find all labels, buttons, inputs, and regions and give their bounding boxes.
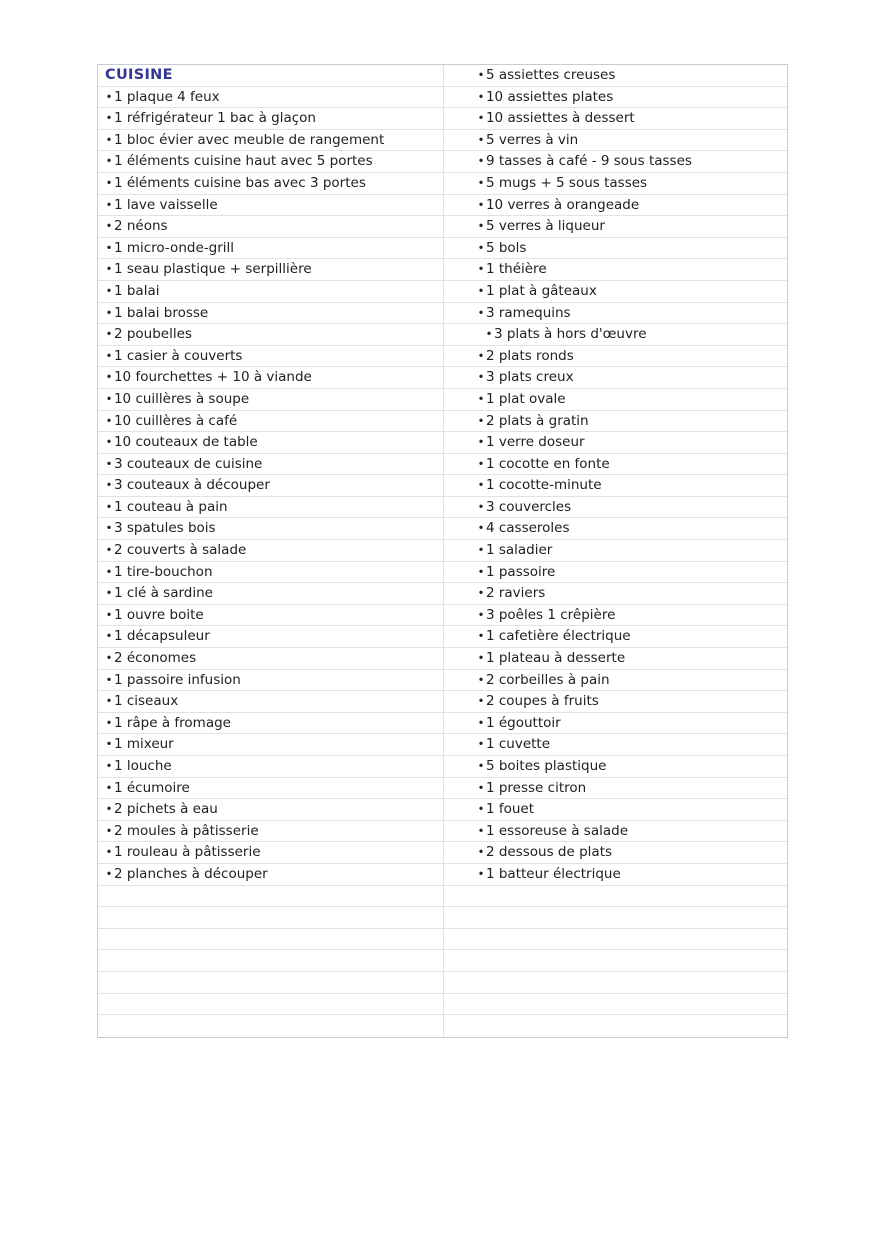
list-item-label: 1 tire-bouchon	[113, 563, 213, 580]
table-cell-right	[444, 65, 787, 86]
table-cell-left	[98, 562, 444, 583]
bullet-icon: •	[477, 824, 485, 838]
list-item-label: 1 couteau à pain	[113, 498, 228, 515]
bullet-icon: •	[105, 867, 113, 881]
bullet-icon: •	[477, 197, 485, 212]
bullet-icon: •	[477, 392, 485, 406]
list-item-label: 1 plat à gâteaux	[485, 282, 597, 299]
bullet-icon: •	[105, 737, 113, 752]
table-row	[98, 583, 787, 605]
bullet-icon: •	[477, 219, 485, 233]
bullet-icon: •	[105, 219, 113, 233]
table-cell-right	[444, 907, 787, 928]
table-cell-right	[444, 454, 787, 475]
table-cell-left	[98, 411, 444, 432]
table-cell-left	[98, 691, 444, 712]
table-cell-left	[98, 972, 444, 993]
list-item-label: 5 bols	[485, 239, 527, 256]
table-row	[98, 713, 787, 735]
list-item-label: 1 décapsuleur	[113, 628, 210, 645]
table-cell-left	[98, 303, 444, 324]
bullet-icon: •	[105, 651, 113, 665]
table-cell-right	[444, 475, 787, 496]
table-row	[98, 389, 787, 411]
bullet-icon: •	[105, 133, 113, 147]
table-row	[98, 151, 787, 173]
table-cell-right	[444, 281, 787, 302]
bullet-icon: •	[477, 111, 485, 126]
table-cell-left	[98, 799, 444, 820]
bullet-icon: •	[105, 262, 113, 277]
list-item-label: 2 moules à pâtisserie	[113, 822, 259, 839]
bullet-icon: •	[105, 802, 113, 817]
list-item-label: 10 verres à orangeade	[485, 196, 640, 213]
table-cell-right	[444, 886, 787, 907]
table-row	[98, 540, 787, 562]
list-item-label: 2 économes	[113, 650, 197, 667]
table-cell-left	[98, 195, 444, 216]
list-item-label: 1 passoire infusion	[113, 671, 241, 688]
table-cell-right	[444, 216, 787, 237]
table-row	[98, 950, 787, 972]
list-item-label: 1 seau plastique + serpillière	[113, 261, 312, 278]
table-cell-left	[98, 778, 444, 799]
table-row	[98, 497, 787, 519]
bullet-icon: •	[477, 435, 485, 449]
table-cell-left	[98, 238, 444, 259]
table-row	[98, 432, 787, 454]
table-cell-left	[98, 173, 444, 194]
table-row	[98, 87, 787, 109]
table-row	[98, 367, 787, 389]
table-row	[98, 238, 787, 260]
table-cell-left	[98, 324, 444, 345]
list-item-label: 2 couverts à salade	[113, 542, 247, 559]
table-row	[98, 929, 787, 951]
list-item-label: 10 cuillères à café	[113, 412, 238, 429]
table-row	[98, 173, 787, 195]
table-cell-left	[98, 713, 444, 734]
list-item-label: 3 couvercles	[485, 498, 572, 515]
table-row	[98, 475, 787, 497]
bullet-icon: •	[105, 305, 113, 320]
list-item-label: 1 saladier	[485, 542, 553, 559]
list-item-label: 2 planches à découper	[113, 865, 268, 882]
bullet-icon: •	[105, 176, 113, 190]
list-item-label: 3 plats à hors d'œuvre	[493, 326, 647, 343]
table-cell-left	[98, 518, 444, 539]
bullet-icon: •	[477, 370, 485, 385]
table-cell-left	[98, 929, 444, 950]
bullet-icon: •	[105, 716, 113, 730]
list-item-label: 1 balai brosse	[113, 304, 209, 321]
list-item-label: 3 couteaux de cuisine	[113, 455, 263, 472]
list-item-label: 1 théière	[485, 261, 547, 278]
list-item-label: 4 casseroles	[485, 520, 570, 537]
table-cell-left	[98, 475, 444, 496]
table-row	[98, 1015, 787, 1037]
table-row	[98, 994, 787, 1016]
bullet-icon: •	[105, 111, 113, 126]
list-item-label: 1 presse citron	[485, 779, 587, 796]
list-item-label: 2 dessous de plats	[485, 844, 613, 861]
table-row	[98, 691, 787, 713]
bullet-icon: •	[105, 348, 113, 363]
table-cell-right	[444, 864, 787, 885]
list-item-label: 1 cuvette	[485, 736, 551, 753]
table-cell-left	[98, 864, 444, 885]
table-row	[98, 346, 787, 368]
list-item-label: 1 cocotte en fonte	[485, 455, 610, 472]
list-item-label: 10 assiettes plates	[485, 88, 614, 105]
list-item-label: 1 micro-onde-grill	[113, 239, 234, 256]
bullet-icon: •	[105, 89, 113, 104]
bullet-icon: •	[477, 672, 485, 687]
table-row	[98, 670, 787, 692]
bullet-icon: •	[105, 629, 113, 644]
bullet-icon: •	[105, 327, 113, 341]
list-item-label: 10 couteaux de table	[113, 434, 258, 451]
list-item-label: 5 boites plastique	[485, 758, 607, 774]
bullet-icon: •	[477, 154, 485, 169]
table-cell-right	[444, 497, 787, 518]
table-cell-right	[444, 691, 787, 712]
table-cell-right	[444, 972, 787, 993]
list-item-label: 1 plat ovale	[485, 390, 566, 407]
bullet-icon: •	[485, 327, 493, 341]
bullet-icon: •	[477, 608, 485, 622]
bullet-icon: •	[477, 133, 485, 147]
bullet-icon: •	[477, 500, 485, 514]
table-cell-right	[444, 87, 787, 108]
table-cell-right	[444, 346, 787, 367]
table-cell-right	[444, 518, 787, 539]
list-item-label: 1 verre doseur	[485, 434, 585, 451]
table-cell-right	[444, 583, 787, 604]
bullet-icon: •	[105, 456, 113, 471]
list-item-label: 5 verres à vin	[485, 131, 579, 148]
list-item-label: 1 mixeur	[113, 736, 174, 753]
bullet-icon: •	[477, 413, 485, 428]
table-cell-left	[98, 346, 444, 367]
bullet-icon: •	[477, 262, 485, 277]
table-row	[98, 756, 787, 778]
bullet-icon: •	[477, 716, 485, 730]
table-row	[98, 562, 787, 584]
list-item-label: 3 ramequins	[485, 304, 571, 321]
list-item-label: 2 néons	[113, 218, 168, 235]
bullet-icon: •	[477, 651, 485, 665]
list-item-label: 1 plaque 4 feux	[113, 88, 220, 105]
table-cell-right	[444, 195, 787, 216]
table-cell-right	[444, 108, 787, 129]
list-item-label: 1 éléments cuisine bas avec 3 portes	[113, 174, 366, 191]
table-cell-right	[444, 259, 787, 280]
table-cell-right	[444, 994, 787, 1015]
bullet-icon: •	[105, 413, 113, 428]
table-row	[98, 886, 787, 908]
list-item-label: 3 poêles 1 crêpière	[485, 606, 616, 623]
table-row	[98, 799, 787, 821]
bullet-icon: •	[477, 564, 485, 579]
table-cell-right	[444, 670, 787, 691]
table-cell-left	[98, 1015, 444, 1037]
table-row	[98, 195, 787, 217]
table-cell-left	[98, 842, 444, 863]
table-cell-right	[444, 734, 787, 755]
table-row	[98, 605, 787, 627]
table-row	[98, 281, 787, 303]
list-item-label: 1 lave vaisselle	[113, 196, 218, 213]
bullet-icon: •	[105, 543, 113, 557]
bullet-icon: •	[105, 564, 113, 579]
table-cell-right	[444, 324, 787, 345]
bullet-icon: •	[105, 759, 113, 773]
bullet-icon: •	[477, 694, 485, 709]
bullet-icon: •	[477, 802, 485, 817]
list-item-label: 2 corbeilles à pain	[485, 671, 610, 688]
table-row	[98, 130, 787, 152]
list-item-label: 10 cuillères à soupe	[113, 390, 250, 407]
list-item-label: 10 assiettes à dessert	[485, 110, 635, 127]
list-item-label: 2 pichets à eau	[113, 801, 218, 818]
table-row	[98, 411, 787, 433]
table-row	[98, 626, 787, 648]
list-item-label: 1 râpe à fromage	[113, 714, 231, 731]
table-cell-left	[98, 950, 444, 971]
bullet-icon: •	[477, 845, 485, 860]
bullet-icon: •	[105, 478, 113, 493]
list-item-label: 1 éléments cuisine haut avec 5 portes	[113, 153, 373, 170]
table-row	[98, 259, 787, 281]
bullet-icon: •	[477, 521, 485, 536]
bullet-icon: •	[105, 672, 113, 687]
table-cell-left	[98, 87, 444, 108]
bullet-icon: •	[105, 435, 113, 449]
bullet-icon: •	[477, 68, 485, 82]
list-item-label: 1 plateau à desserte	[485, 650, 626, 667]
bullet-icon: •	[477, 780, 485, 795]
bullet-icon: •	[105, 521, 113, 536]
table-cell-left	[98, 367, 444, 388]
table-cell-right	[444, 1015, 787, 1037]
table-cell-left	[98, 626, 444, 647]
table-cell-left	[98, 756, 444, 777]
bullet-icon: •	[105, 824, 113, 838]
table-row	[98, 108, 787, 130]
table-cell-left	[98, 454, 444, 475]
table-row	[98, 864, 787, 886]
table-cell-right	[444, 799, 787, 820]
list-item-label: 1 batteur électrique	[485, 865, 621, 882]
list-item-label: 1 cocotte-minute	[485, 477, 602, 494]
table-row	[98, 734, 787, 756]
list-item-label: 2 plats à gratin	[485, 412, 589, 429]
table-cell-left	[98, 216, 444, 237]
bullet-icon: •	[105, 845, 113, 860]
bullet-icon: •	[105, 694, 113, 709]
bullet-icon: •	[477, 89, 485, 104]
list-item-label: 2 raviers	[485, 585, 546, 602]
table-cell-right	[444, 929, 787, 950]
list-item-label: 9 tasses à café - 9 sous tasses	[485, 153, 692, 170]
table-cell-left	[98, 821, 444, 842]
list-item-label: 1 balai	[113, 282, 160, 299]
list-item-label: 3 plats creux	[485, 369, 574, 386]
list-item-label: 3 spatules bois	[113, 520, 216, 537]
bullet-icon: •	[477, 284, 485, 298]
table-cell-left	[98, 886, 444, 907]
bullet-icon: •	[477, 543, 485, 557]
table-cell-left	[98, 670, 444, 691]
bullet-icon: •	[477, 305, 485, 320]
list-item-label: 1 ciseaux	[113, 693, 179, 710]
bullet-icon: •	[105, 586, 113, 601]
table-cell-right	[444, 778, 787, 799]
table-cell-right	[444, 626, 787, 647]
list-item-label: 1 casier à couverts	[113, 347, 243, 364]
list-item-label: 3 couteaux à découper	[113, 477, 270, 494]
list-item-label: 1 passoire	[485, 563, 556, 580]
list-item-label: 5 assiettes creuses	[485, 67, 616, 83]
table-cell-left	[98, 65, 444, 86]
list-item-label: 5 verres à liqueur	[485, 218, 605, 235]
table-row	[98, 216, 787, 238]
bullet-icon: •	[105, 240, 113, 255]
table-cell-left	[98, 151, 444, 172]
table-cell-right	[444, 389, 787, 410]
bullet-icon: •	[105, 197, 113, 212]
table-row	[98, 907, 787, 929]
bullet-icon: •	[105, 370, 113, 385]
table-cell-left	[98, 497, 444, 518]
table-row	[98, 518, 787, 540]
list-item-label: 1 égouttoir	[485, 714, 561, 731]
list-item-label: 5 mugs + 5 sous tasses	[485, 174, 648, 191]
bullet-icon: •	[477, 176, 485, 190]
bullet-icon: •	[105, 500, 113, 514]
table-row	[98, 324, 787, 346]
bullet-icon: •	[105, 154, 113, 169]
table-row	[98, 303, 787, 325]
list-item-label: 2 plats ronds	[485, 347, 574, 364]
bullet-icon: •	[477, 478, 485, 493]
table-row	[98, 778, 787, 800]
bullet-icon: •	[477, 759, 485, 773]
table-cell-left	[98, 583, 444, 604]
bullet-icon: •	[105, 284, 113, 298]
bullet-icon: •	[105, 608, 113, 622]
table-cell-left	[98, 540, 444, 561]
table-cell-right	[444, 713, 787, 734]
table-cell-left	[98, 281, 444, 302]
table-row	[98, 65, 787, 87]
table-cell-right	[444, 411, 787, 432]
table-cell-right	[444, 238, 787, 259]
list-item-label: 1 ouvre boite	[113, 606, 204, 623]
table-cell-right	[444, 605, 787, 626]
table-cell-right	[444, 756, 787, 777]
list-item-label: 1 réfrigérateur 1 bac à glaçon	[113, 110, 316, 127]
table-cell-left	[98, 605, 444, 626]
list-item-label: 2 poubelles	[113, 326, 192, 343]
table-row	[98, 821, 787, 843]
table-cell-left	[98, 734, 444, 755]
table-cell-right	[444, 432, 787, 453]
list-item-label: 10 fourchettes + 10 à viande	[113, 369, 312, 386]
bullet-icon: •	[477, 737, 485, 752]
table-cell-right	[444, 540, 787, 561]
table-cell-left	[98, 130, 444, 151]
table-cell-right	[444, 303, 787, 324]
list-item-label: 1 cafetière électrique	[485, 628, 631, 645]
bullet-icon: •	[105, 780, 113, 795]
list-item-label: 2 coupes à fruits	[485, 693, 599, 710]
list-item-label: 1 rouleau à pâtisserie	[113, 844, 261, 861]
bullet-icon: •	[477, 240, 485, 255]
table-cell-left	[98, 389, 444, 410]
table-cell-right	[444, 130, 787, 151]
table-row	[98, 648, 787, 670]
table-cell-left	[98, 907, 444, 928]
table-cell-right	[444, 950, 787, 971]
list-item-label: 1 écumoire	[113, 779, 190, 796]
table-cell-right	[444, 367, 787, 388]
bullet-icon: •	[477, 348, 485, 363]
table-cell-right	[444, 842, 787, 863]
list-item-label: 1 clé à sardine	[113, 585, 213, 602]
list-item-label: 1 fouet	[485, 801, 535, 818]
table-cell-right	[444, 648, 787, 669]
bullet-icon: •	[477, 456, 485, 471]
table-cell-left	[98, 108, 444, 129]
table-row	[98, 454, 787, 476]
bullet-icon: •	[477, 629, 485, 644]
table-row	[98, 842, 787, 864]
table-cell-left	[98, 432, 444, 453]
list-item-label: 1 louche	[113, 758, 172, 774]
list-item-label: 1 bloc évier avec meuble de rangement	[113, 131, 385, 148]
table-cell-right	[444, 151, 787, 172]
bullet-icon: •	[477, 867, 485, 881]
table-cell-left	[98, 648, 444, 669]
table-cell-left	[98, 259, 444, 280]
inventory-table	[97, 64, 788, 1038]
table-cell-left	[98, 994, 444, 1015]
bullet-icon: •	[477, 586, 485, 601]
bullet-icon: •	[105, 392, 113, 406]
table-cell-right	[444, 173, 787, 194]
table-header-label: CUISINE	[105, 67, 173, 83]
list-item-label: 1 essoreuse à salade	[485, 822, 628, 839]
table-row	[98, 972, 787, 994]
table-cell-right	[444, 821, 787, 842]
table-cell-right	[444, 562, 787, 583]
